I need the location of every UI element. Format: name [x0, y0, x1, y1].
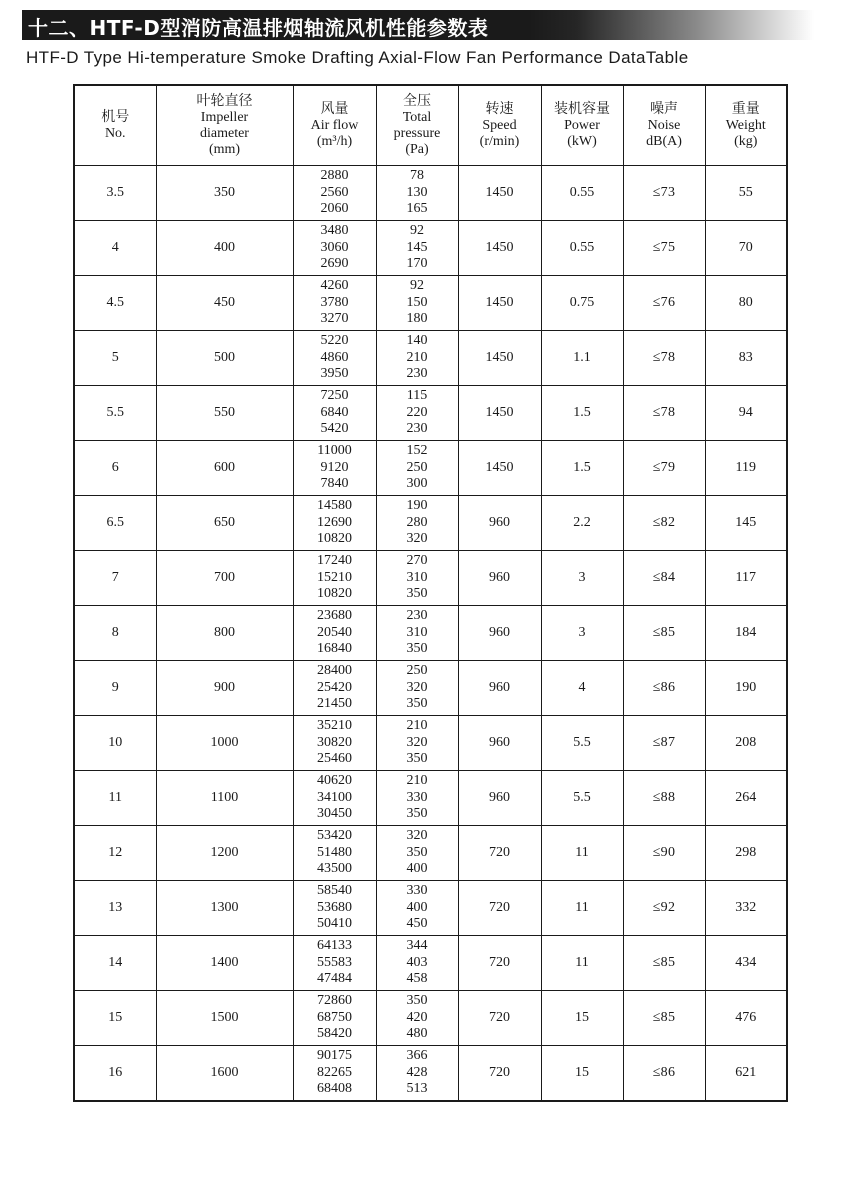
cell-airflow-value: 58540: [317, 883, 352, 899]
cell-diameter: 1000: [156, 716, 293, 771]
cell-airflow-value: 3480: [320, 223, 349, 239]
cell-airflow: [293, 716, 376, 771]
table-row: [74, 661, 787, 716]
cell-pressure-value: 420: [406, 1009, 428, 1025]
header-noise: [623, 85, 705, 166]
cell-airflow-value: 3780: [320, 294, 349, 310]
cell-no: 12: [74, 826, 156, 881]
cell-airflow: [293, 881, 376, 936]
cell-airflow-value: 47484: [317, 971, 352, 987]
cell-noise: ≤90: [623, 826, 705, 881]
cell-diameter: 400: [156, 221, 293, 276]
cell-no: 16: [74, 1046, 156, 1102]
cell-pressure-value: 190: [406, 498, 428, 514]
cell-airflow-value: 25420: [317, 679, 352, 695]
performance-table: [73, 84, 788, 1102]
cell-pressure: [376, 661, 458, 716]
header-line: Speed: [482, 117, 517, 133]
cell-weight: 117: [705, 551, 787, 606]
cell-pressure: [376, 716, 458, 771]
cell-airflow-value: 72860: [317, 993, 352, 1009]
header-line: (kW): [567, 133, 597, 149]
cell-airflow-value: 10820: [317, 531, 352, 547]
cell-pressure-value: 78: [410, 168, 424, 184]
table-row: [74, 441, 787, 496]
header-line: 转速: [485, 101, 514, 117]
cell-airflow-value: 2560: [320, 184, 349, 200]
header-line: 叶轮直径: [196, 93, 253, 109]
cell-no: 4.5: [74, 276, 156, 331]
cell-speed: 720: [458, 991, 541, 1046]
cell-pressure-value: 280: [406, 514, 428, 530]
cell-power: 5.5: [541, 771, 623, 826]
cell-noise: ≤73: [623, 166, 705, 221]
cell-pressure-value: 366: [406, 1048, 428, 1064]
cell-weight: 332: [705, 881, 787, 936]
cell-noise: ≤76: [623, 276, 705, 331]
cell-power: 15: [541, 991, 623, 1046]
cell-airflow-value: 23680: [317, 608, 352, 624]
header-speed: [458, 85, 541, 166]
cell-airflow-value: 14580: [317, 498, 352, 514]
cell-power: 2.2: [541, 496, 623, 551]
cell-speed: 1450: [458, 386, 541, 441]
cell-noise: ≤86: [623, 661, 705, 716]
cell-pressure: [376, 771, 458, 826]
table-row: [74, 386, 787, 441]
cell-noise: ≤85: [623, 936, 705, 991]
header-pressure: [376, 85, 458, 166]
table-row: [74, 826, 787, 881]
cell-weight: 70: [705, 221, 787, 276]
cell-airflow-value: 2060: [320, 201, 349, 217]
cell-airflow-value: 30450: [317, 806, 352, 822]
cell-no: 5: [74, 331, 156, 386]
header-row: [74, 85, 787, 166]
cell-diameter: 1300: [156, 881, 293, 936]
cell-airflow-value: 15210: [317, 569, 352, 585]
cell-pressure: [376, 441, 458, 496]
cell-pressure-value: 270: [406, 553, 428, 569]
cell-airflow-value: 30820: [317, 734, 352, 750]
cell-diameter: 1600: [156, 1046, 293, 1102]
cell-pressure: [376, 166, 458, 221]
cell-pressure-value: 513: [406, 1081, 428, 1097]
cell-power: 5.5: [541, 716, 623, 771]
cell-airflow: [293, 166, 376, 221]
cell-power: 3: [541, 606, 623, 661]
cell-pressure: [376, 331, 458, 386]
header-weight: [705, 85, 787, 166]
cell-weight: 83: [705, 331, 787, 386]
cell-power: 1.5: [541, 441, 623, 496]
cell-pressure-value: 180: [406, 311, 428, 327]
cell-diameter: 1400: [156, 936, 293, 991]
table-row: [74, 936, 787, 991]
cell-weight: 208: [705, 716, 787, 771]
cell-pressure: [376, 386, 458, 441]
table-row: [74, 276, 787, 331]
table-row: [74, 991, 787, 1046]
cell-pressure: [376, 1046, 458, 1102]
cell-weight: 264: [705, 771, 787, 826]
header-line: No.: [104, 125, 126, 141]
cell-pressure-value: 480: [406, 1026, 428, 1042]
cell-noise: ≤78: [623, 331, 705, 386]
table-row: [74, 606, 787, 661]
cell-airflow-value: 25460: [317, 751, 352, 767]
cell-speed: 960: [458, 606, 541, 661]
cell-airflow: [293, 496, 376, 551]
cell-weight: 184: [705, 606, 787, 661]
cell-pressure-value: 92: [410, 278, 424, 294]
cell-weight: 434: [705, 936, 787, 991]
cell-power: 3: [541, 551, 623, 606]
cell-airflow: [293, 551, 376, 606]
cell-pressure-value: 130: [406, 184, 428, 200]
cell-pressure-value: 250: [406, 459, 428, 475]
cell-speed: 960: [458, 496, 541, 551]
cell-pressure-value: 165: [406, 201, 428, 217]
cell-speed: 720: [458, 936, 541, 991]
cell-pressure-value: 403: [406, 954, 428, 970]
cell-noise: ≤88: [623, 771, 705, 826]
cell-pressure-value: 350: [406, 993, 428, 1009]
cell-power: 0.75: [541, 276, 623, 331]
table-row: [74, 496, 787, 551]
cell-pressure-value: 145: [406, 239, 428, 255]
cell-no: 11: [74, 771, 156, 826]
cell-pressure-value: 320: [406, 734, 428, 750]
cell-diameter: 1200: [156, 826, 293, 881]
cell-speed: 1450: [458, 221, 541, 276]
cell-pressure: [376, 276, 458, 331]
cell-pressure-value: 170: [406, 256, 428, 272]
cell-no: 15: [74, 991, 156, 1046]
cell-airflow-value: 6840: [320, 404, 349, 420]
cell-pressure-value: 210: [406, 773, 428, 789]
cell-weight: 80: [705, 276, 787, 331]
cell-pressure-value: 350: [406, 641, 428, 657]
cell-no: 4: [74, 221, 156, 276]
cell-pressure-value: 400: [406, 899, 428, 915]
cell-airflow-value: 11000: [317, 443, 352, 459]
cell-pressure-value: 350: [406, 586, 428, 602]
cell-power: 11: [541, 881, 623, 936]
cell-noise: ≤85: [623, 991, 705, 1046]
cell-pressure-value: 250: [406, 663, 428, 679]
cell-airflow-value: 10820: [317, 586, 352, 602]
cell-airflow-value: 55583: [317, 954, 352, 970]
header-line: dB(A): [646, 133, 682, 149]
cell-airflow-value: 51480: [317, 844, 352, 860]
header-line: Noise: [647, 117, 681, 133]
table-row: [74, 331, 787, 386]
cell-pressure-value: 115: [406, 388, 428, 404]
cell-airflow: [293, 661, 376, 716]
table-row: [74, 881, 787, 936]
cell-airflow-value: 12690: [317, 514, 352, 530]
cell-airflow: [293, 221, 376, 276]
cell-airflow-value: 58420: [317, 1026, 352, 1042]
cell-power: 11: [541, 936, 623, 991]
table-body: [74, 166, 787, 1102]
cell-speed: 960: [458, 716, 541, 771]
cell-no: 3.5: [74, 166, 156, 221]
header-no: [74, 85, 156, 166]
cell-noise: ≤79: [623, 441, 705, 496]
cell-airflow: [293, 331, 376, 386]
cell-pressure: [376, 881, 458, 936]
cell-speed: 960: [458, 661, 541, 716]
cell-speed: 1450: [458, 166, 541, 221]
cell-airflow-value: 64133: [317, 938, 352, 954]
cell-speed: 960: [458, 771, 541, 826]
cell-pressure-value: 330: [406, 883, 428, 899]
cell-airflow-value: 21450: [317, 696, 352, 712]
cell-airflow-value: 2690: [320, 256, 349, 272]
cell-speed: 720: [458, 826, 541, 881]
cell-pressure-value: 310: [406, 624, 428, 640]
cell-pressure-value: 230: [406, 421, 428, 437]
cell-pressure: [376, 606, 458, 661]
cell-airflow-value: 16840: [317, 641, 352, 657]
cell-airflow: [293, 826, 376, 881]
header-airflow: [293, 85, 376, 166]
table-row: [74, 221, 787, 276]
cell-pressure-value: 458: [406, 971, 428, 987]
header-line: pressure: [393, 125, 441, 141]
cell-pressure-value: 320: [406, 531, 428, 547]
header-diameter: [156, 85, 293, 166]
cell-airflow-value: 53680: [317, 899, 352, 915]
cell-diameter: 800: [156, 606, 293, 661]
cell-power: 4: [541, 661, 623, 716]
header-line: 重量: [731, 101, 760, 117]
cell-pressure-value: 230: [406, 366, 428, 382]
cell-pressure: [376, 826, 458, 881]
page-title: 十二、HTF-D型消防高温排烟轴流风机性能参数表: [28, 16, 489, 40]
cell-pressure-value: 344: [406, 938, 428, 954]
header-line: Air flow: [310, 117, 359, 133]
cell-no: 7: [74, 551, 156, 606]
cell-airflow: [293, 991, 376, 1046]
cell-pressure-value: 320: [406, 828, 428, 844]
cell-airflow-value: 3270: [320, 311, 349, 327]
cell-weight: 476: [705, 991, 787, 1046]
cell-airflow-value: 7840: [320, 476, 349, 492]
cell-airflow-value: 82265: [317, 1064, 352, 1080]
cell-pressure-value: 92: [410, 223, 424, 239]
title-bar: [22, 10, 814, 40]
cell-airflow-value: 35210: [317, 718, 352, 734]
cell-noise: ≤87: [623, 716, 705, 771]
cell-pressure-value: 210: [406, 718, 428, 734]
cell-noise: ≤86: [623, 1046, 705, 1102]
cell-weight: 190: [705, 661, 787, 716]
cell-pressure-value: 210: [406, 349, 428, 365]
cell-airflow-value: 34100: [317, 789, 352, 805]
cell-speed: 960: [458, 551, 541, 606]
header-line: Weight: [725, 117, 766, 133]
cell-diameter: 700: [156, 551, 293, 606]
cell-power: 11: [541, 826, 623, 881]
cell-pressure-value: 428: [406, 1064, 428, 1080]
header-line: 风量: [320, 101, 349, 117]
cell-noise: ≤92: [623, 881, 705, 936]
cell-no: 6: [74, 441, 156, 496]
cell-no: 5.5: [74, 386, 156, 441]
cell-airflow: [293, 936, 376, 991]
cell-weight: 55: [705, 166, 787, 221]
header-power: [541, 85, 623, 166]
cell-speed: 1450: [458, 441, 541, 496]
cell-diameter: 350: [156, 166, 293, 221]
cell-pressure-value: 220: [406, 404, 428, 420]
cell-no: 8: [74, 606, 156, 661]
cell-no: 14: [74, 936, 156, 991]
table-row: [74, 166, 787, 221]
cell-airflow-value: 5420: [320, 421, 349, 437]
cell-airflow-value: 68750: [317, 1009, 352, 1025]
header-line: Power: [564, 117, 600, 133]
cell-airflow-value: 90175: [317, 1048, 352, 1064]
page-subtitle: HTF-D Type Hi-temperature Smoke Drafting Axial-Flow Fan Performance DataTable: [26, 48, 689, 67]
cell-no: 6.5: [74, 496, 156, 551]
cell-airflow-value: 3060: [320, 239, 349, 255]
cell-airflow-value: 5220: [320, 333, 349, 349]
cell-pressure: [376, 221, 458, 276]
cell-pressure: [376, 551, 458, 606]
cell-airflow-value: 9120: [320, 459, 349, 475]
cell-pressure-value: 300: [406, 476, 428, 492]
cell-weight: 119: [705, 441, 787, 496]
cell-pressure-value: 330: [406, 789, 428, 805]
table-row: [74, 716, 787, 771]
cell-noise: ≤75: [623, 221, 705, 276]
cell-noise: ≤85: [623, 606, 705, 661]
cell-pressure-value: 320: [406, 679, 428, 695]
cell-noise: ≤78: [623, 386, 705, 441]
cell-weight: 145: [705, 496, 787, 551]
header-line: 机号: [101, 109, 130, 125]
header-line: Total: [402, 109, 432, 125]
cell-weight: 298: [705, 826, 787, 881]
cell-airflow: [293, 441, 376, 496]
cell-pressure-value: 152: [406, 443, 428, 459]
cell-pressure-value: 350: [406, 806, 428, 822]
table-row: [74, 771, 787, 826]
cell-power: 15: [541, 1046, 623, 1102]
cell-airflow-value: 17240: [317, 553, 352, 569]
cell-pressure-value: 350: [406, 696, 428, 712]
cell-diameter: 600: [156, 441, 293, 496]
header-line: (mm): [208, 141, 241, 157]
cell-no: 10: [74, 716, 156, 771]
cell-power: 1.1: [541, 331, 623, 386]
header-line: (r/min): [479, 133, 520, 149]
cell-airflow-value: 43500: [317, 861, 352, 877]
cell-airflow-value: 3950: [320, 366, 349, 382]
cell-diameter: 1100: [156, 771, 293, 826]
header-line: (m³/h): [316, 133, 353, 149]
cell-airflow: [293, 386, 376, 441]
cell-pressure-value: 450: [406, 916, 428, 932]
cell-pressure: [376, 936, 458, 991]
cell-noise: ≤82: [623, 496, 705, 551]
cell-airflow-value: 53420: [317, 828, 352, 844]
header-line: Impeller: [200, 109, 249, 125]
cell-airflow: [293, 276, 376, 331]
cell-pressure-value: 310: [406, 569, 428, 585]
cell-speed: 720: [458, 881, 541, 936]
cell-pressure-value: 400: [406, 861, 428, 877]
cell-weight: 94: [705, 386, 787, 441]
cell-diameter: 900: [156, 661, 293, 716]
cell-power: 0.55: [541, 221, 623, 276]
cell-weight: 621: [705, 1046, 787, 1102]
cell-airflow-value: 4860: [320, 349, 349, 365]
cell-airflow: [293, 1046, 376, 1102]
cell-airflow-value: 7250: [320, 388, 349, 404]
cell-airflow-value: 68408: [317, 1081, 352, 1097]
header-line: 全压: [403, 93, 431, 109]
header-line: 装机容量: [554, 101, 610, 117]
table-row: [74, 551, 787, 606]
cell-pressure-value: 350: [406, 844, 428, 860]
header-line: 噪声: [650, 101, 678, 117]
cell-pressure: [376, 991, 458, 1046]
cell-airflow-value: 50410: [317, 916, 352, 932]
cell-no: 9: [74, 661, 156, 716]
header-line: diameter: [200, 125, 249, 141]
cell-diameter: 450: [156, 276, 293, 331]
cell-power: 1.5: [541, 386, 623, 441]
header-line: (kg): [734, 133, 758, 149]
cell-airflow-value: 40620: [317, 773, 352, 789]
cell-pressure-value: 150: [406, 294, 428, 310]
cell-no: 13: [74, 881, 156, 936]
cell-airflow: [293, 606, 376, 661]
cell-noise: ≤84: [623, 551, 705, 606]
cell-airflow-value: 20540: [317, 624, 352, 640]
cell-diameter: 550: [156, 386, 293, 441]
cell-speed: 720: [458, 1046, 541, 1102]
header-line: (Pa): [405, 141, 429, 157]
cell-power: 0.55: [541, 166, 623, 221]
cell-airflow-value: 28400: [317, 663, 352, 679]
cell-airflow-value: 4260: [320, 278, 349, 294]
cell-diameter: 1500: [156, 991, 293, 1046]
cell-pressure-value: 230: [406, 608, 428, 624]
cell-diameter: 500: [156, 331, 293, 386]
cell-speed: 1450: [458, 276, 541, 331]
cell-pressure-value: 350: [406, 751, 428, 767]
table-row: [74, 1046, 787, 1102]
cell-pressure: [376, 496, 458, 551]
cell-airflow: [293, 771, 376, 826]
cell-diameter: 650: [156, 496, 293, 551]
cell-pressure-value: 140: [406, 333, 428, 349]
cell-airflow-value: 2880: [320, 168, 349, 184]
cell-speed: 1450: [458, 331, 541, 386]
